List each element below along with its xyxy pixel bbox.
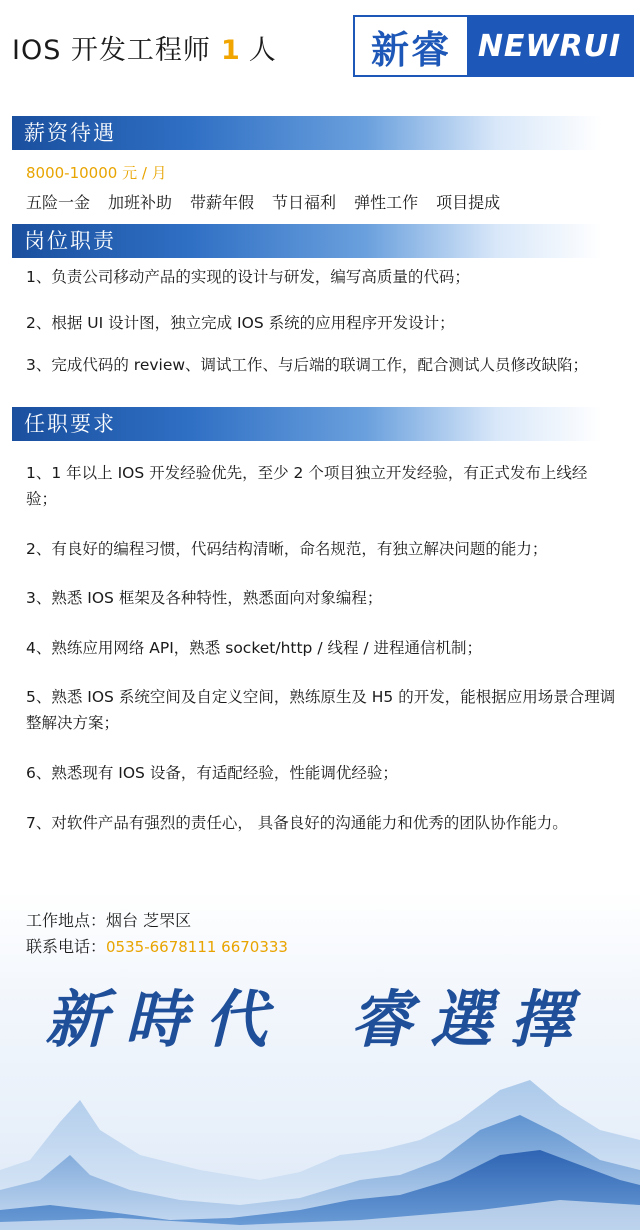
requirement-item: 4、熟练应用网络 API，熟悉 socket/http / 线程 / 进程通信机制；: [26, 639, 483, 657]
requirement-item: 2、有良好的编程习惯，代码结构清晰，命名规范，有独立解决问题的能力；: [26, 540, 548, 558]
requirement-item: 5、熟悉 IOS 系统空间及自定义空间，熟练原生及 H5 的开发，能根据应用场景合理调整解决方案；: [26, 688, 616, 732]
duty-item: 1、负责公司移动产品的实现的设计与研发，编写高质量的代码；: [26, 268, 470, 286]
slogan-right: 睿選擇: [349, 983, 591, 1056]
slogan: [0, 975, 640, 1065]
company-logo: [353, 15, 634, 77]
requirement-item: 6、熟悉现有 IOS 设备，有适配经验，性能调优经验；: [26, 764, 398, 782]
duties-heading: 岗位职责: [12, 224, 602, 258]
logo-chinese: 新睿: [370, 27, 451, 72]
benefit-item: 弹性工作: [354, 193, 419, 212]
benefit-item: 节日福利: [272, 193, 337, 212]
benefit-item: 项目提成: [436, 193, 501, 212]
mountain-landscape: [0, 1060, 640, 1230]
contact-phone: [26, 934, 288, 957]
requirement-item: 3、熟悉 IOS 框架及各种特性，熟悉面向对象编程；: [26, 589, 383, 607]
duty-item: 2、根据 UI 设计图，独立完成 IOS 系统的应用程序开发设计；: [26, 314, 455, 332]
slogan-left: 新時代: [44, 983, 286, 1056]
job-title: [12, 28, 277, 67]
job-title-suffix: 人: [248, 35, 277, 66]
phone-number: 0535-6678111 6670333: [106, 938, 288, 956]
requirements-heading: 任职要求: [12, 407, 602, 441]
job-title-text: IOS 开发工程师: [12, 35, 211, 66]
phone-label: 联系电话：: [26, 937, 107, 956]
work-location: [26, 908, 191, 931]
benefit-item: 五险一金: [26, 193, 91, 212]
salary-range: 8000-10000 元 / 月: [26, 164, 167, 182]
location-label: 工作地点：: [26, 911, 107, 930]
location-value: 烟台 芝罘区: [106, 911, 192, 930]
requirement-item: 7、对软件产品有强烈的责任心， 具备良好的沟通能力和优秀的团队协作能力。: [26, 814, 568, 832]
duty-item: 3、完成代码的 review、调试工作、与后端的联调工作，配合测试人员修改缺陷；: [26, 356, 589, 374]
headcount: 1: [220, 35, 241, 66]
logo-english: NEWRUI: [467, 17, 632, 75]
benefits-list: [26, 190, 518, 213]
salary-heading: 薪资待遇: [12, 116, 602, 150]
requirement-item: 1、1 年以上 IOS 开发经验优先，至少 2 个项目独立开发经验，有正式发布上线经验；: [26, 464, 588, 508]
benefit-item: 加班补助: [108, 193, 173, 212]
benefit-item: 带薪年假: [190, 193, 255, 212]
